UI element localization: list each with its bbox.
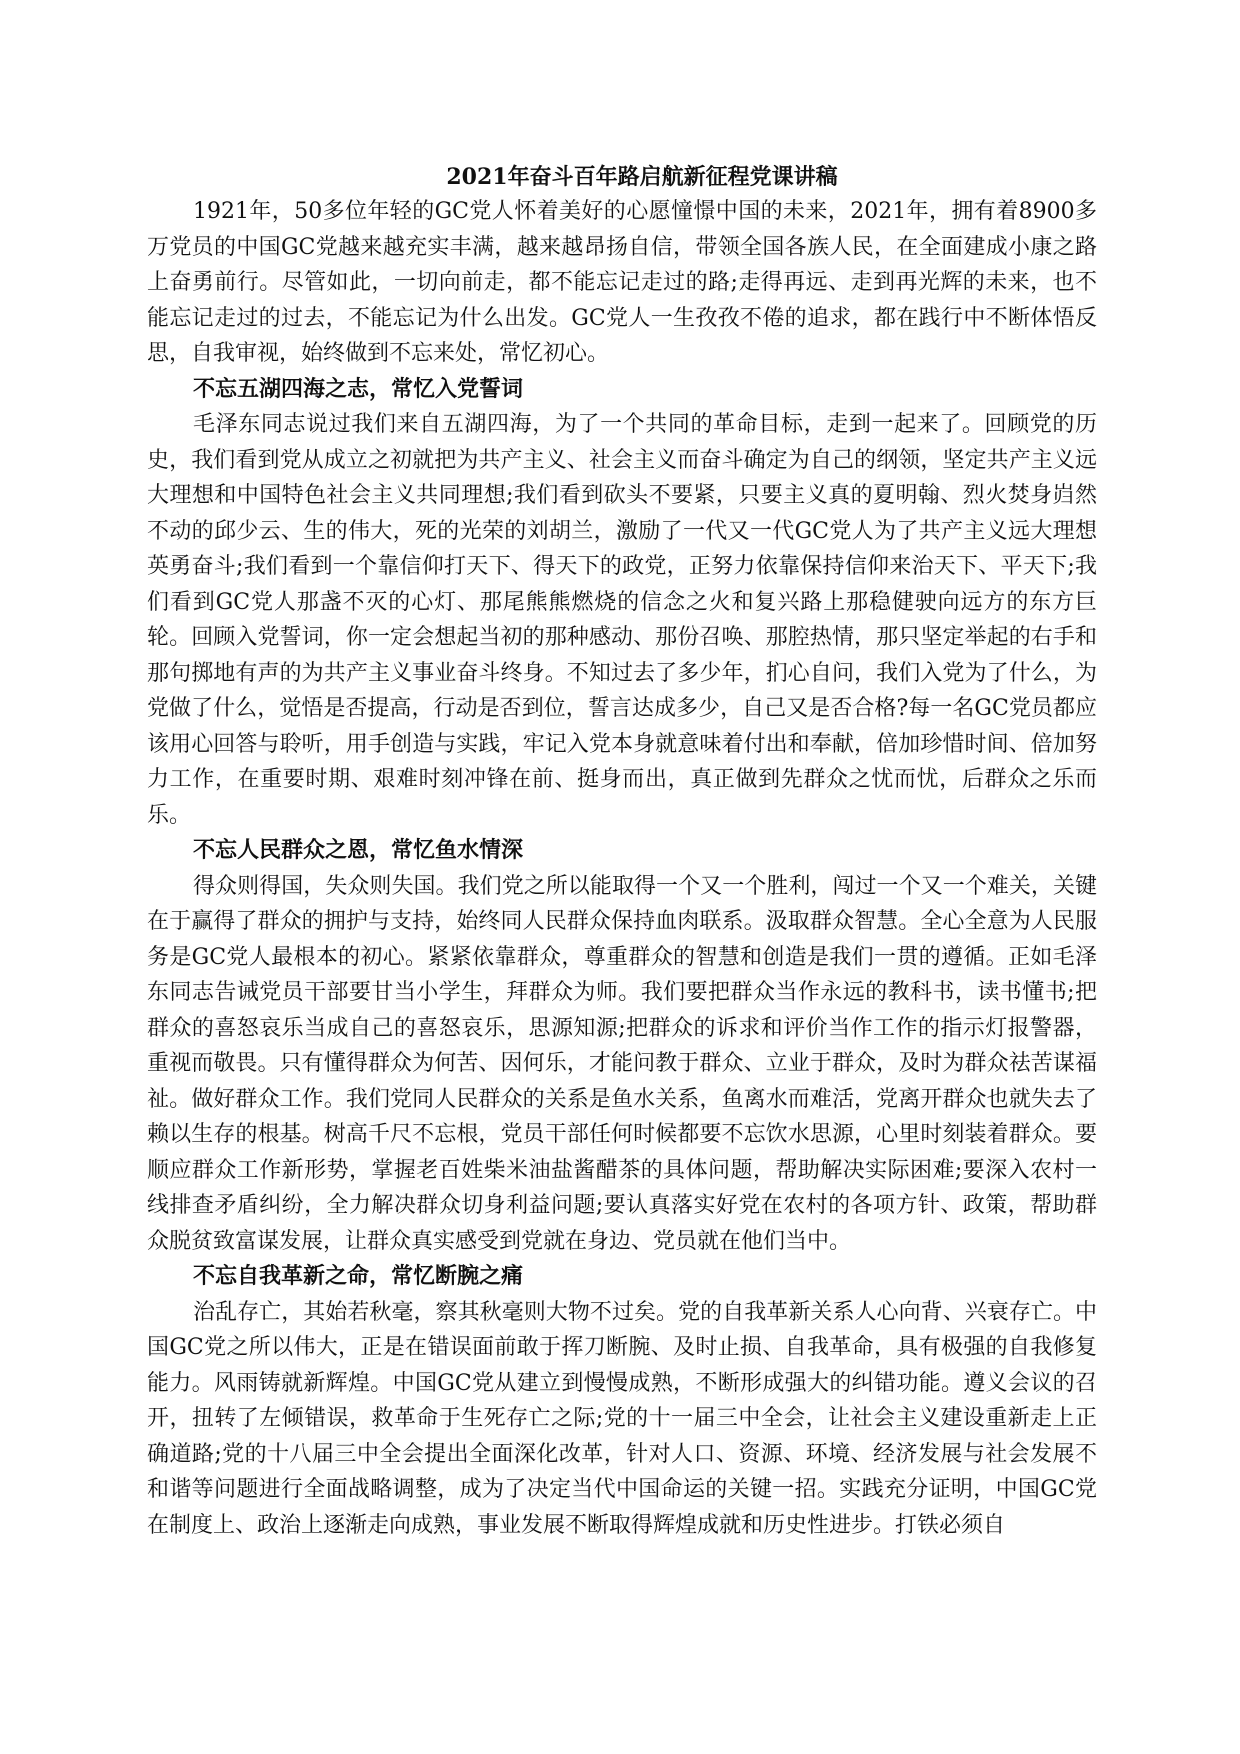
section-heading-2: 不忘人民群众之恩，常忆鱼水情深 (193, 837, 524, 863)
paragraph-section-1: 毛泽东同志说过我们来自五湖四海，为了一个共同的革命目标，走到一起来了。回顾党的历史，我们看到党从成立之初就把为共产主义、社会主义而奋斗确定为自己的纲领，坚定共产主义远大理想和中国特色社会主义共同理想;我们看到砍头不要紧，只要主义真的夏明翰、烈火焚身岿然不动的邱少云、生的伟大，死的光荣的刘胡兰，激励了一代又一代GC党人为了共产主义远大理想英勇奋斗;我们看到一个靠信仰打天下、得天下的政党，正努力依靠保持信仰来治天下、平天下;我们看到GC党人那盏不灭的心灯、那尾熊熊燃烧的信念之火和复兴路上那稳健驶向远方的东方巨轮。回顾入党誓词，你一定会想起当初的那种感动、那份召唤、那腔热情，那只坚定举起的右手和那句掷地有声的为共产主义事业奋斗终身。不知过去了多少年，扪心自问，我们入党为了什么，为党做了什么，觉悟是否提高，行动是否到位，誓言达成多少，自己又是否合格?每一名GC党员都应该用心回答与聆听，用手创造与实践，牢记入党本身就意味着付出和奉献，倍加珍惜时间、倍加努力工作，在重要时期、艰难时刻冲锋在前、挺身而出，真正做到先群众之忧而忧，后群众之乐而乐。 (147, 412, 1097, 828)
document-page (147, 160, 1097, 1543)
section-heading-1: 不忘五湖四海之志，常忆入党誓词 (193, 375, 524, 402)
section-heading-3: 不忘自我革新之命，常忆断腕之痛 (193, 1263, 524, 1289)
document-title: 2021年奋斗百年路启航新征程党课讲稿 (446, 164, 838, 190)
paragraph-section-2: 得众则得国，失众则失国。我们党之所以能取得一个又一个胜利，闯过一个又一个难关，关键在于赢得了群众的拥护与支持，始终同人民群众保持血肉联系。汲取群众智慧。全心全意为人民服务是GC党人最根本的初心。紧紧依靠群众，尊重群众的智慧和创造是我们一贯的遵循。正如毛泽东同志告诫党员干部要甘当小学生，拜群众为师。我们要把群众当作永远的教科书，读书懂书;把群众的喜怒哀乐当成自己的喜怒哀乐，思源知源;把群众的诉求和评价当作工作的指示灯报警器，重视而敬畏。只有懂得群众为何苦、因何乐，才能问教于群众、立业于群众，及时为群众祛苦谋福祉。做好群众工作。我们党同人民群众的关系是鱼水关系，鱼离水而难活，党离开群众也就失去了赖以生存的根基。树高千尺不忘根，党员干部任何时候都要不忘饮水思源，心里时刻装着群众。要顺应群众工作新形势，掌握老百姓柴米油盐酱醋茶的具体问题，帮助解决实际困难;要深入农村一线排查矛盾纠纷，全力解决群众切身利益问题;要认真落实好党在农村的各项方针、政策，帮助群众脱贫致富谋发展，让群众真实感受到党就在身边、党员就在他们当中。 (147, 873, 1097, 1254)
paragraph-intro: 1921年，50多位年轻的GC党人怀着美好的心愿憧憬中国的未来，2021年，拥有着8900多万党员的中国GC党越来越充实丰满，越来越昂扬自信，带领全国各族人民，在全面建成小康之路上奋勇前行。尽管如此，一切向前走，都不能忘记走过的路;走得再远、走到再光辉的未来，也不能忘记走过的过去，不能忘记为什么出发。GC党人一生孜孜不倦的追求，都在践行中不断体悟反思，自我审视，始终做到不忘来处，常忆初心。 (147, 199, 1097, 366)
paragraph-section-3: 治乱存亡，其始若秋毫，察其秋毫则大物不过矣。党的自我革新关系人心向背、兴衰存亡。中国GC党之所以伟大，正是在错误面前敢于挥刀断腕、及时止损、自我革命，具有极强的自我修复能力。风雨铸就新辉煌。中国GC党从建立到慢慢成熟，不断形成强大的纠错功能。遵义会议的召开，扭转了左倾错误，救革命于生死存亡之际;党的十一届三中全会，让社会主义建设重新走上正确道路;党的十八届三中全会提出全面深化改革，针对人口、资源、环境、经济发展与社会发展不和谐等问题进行全面战略调整，成为了决定当代中国命运的关键一招。实践充分证明，中国GC党在制度上、政治上逐渐走向成熟，事业发展不断取得辉煌成就和历史性进步。打铁必须自 (147, 1299, 1097, 1538)
